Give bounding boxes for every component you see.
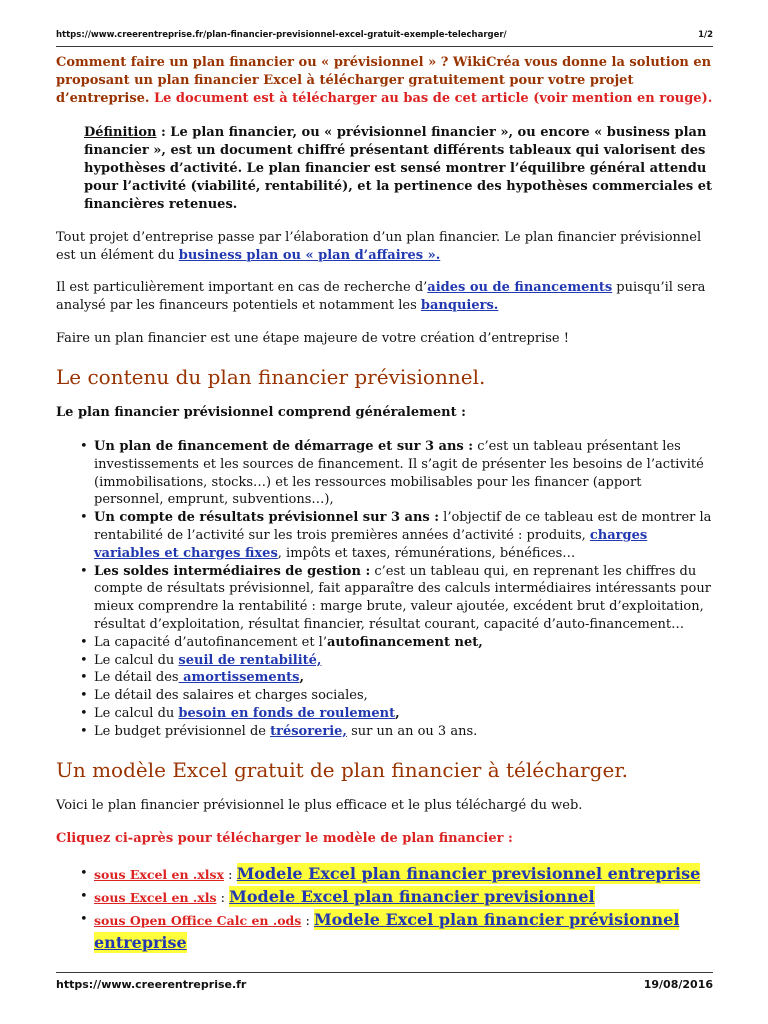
list-item [94, 705, 714, 723]
footer-date: 19/08/2016 [643, 978, 713, 991]
list-item [94, 723, 714, 741]
download-item [94, 862, 740, 885]
item-text: l’objectif de ce tableau est de montrer la rentabilité de l’activité sur les trois premières années d’activité : produits, [94, 510, 712, 543]
item-title: Un compte de résultats prévisionnel sur 3 ans : [94, 510, 440, 526]
separator: : [216, 891, 230, 906]
list-item [94, 634, 714, 652]
item-text: La capacité d’autofinancement et l’ [94, 634, 327, 650]
item-bold-text: autofinancement net, [326, 634, 483, 650]
download-item [94, 885, 740, 908]
list-item [94, 438, 714, 509]
download-link-xlsx[interactable]: Modele Excel plan financier previsionnel entreprise [236, 864, 701, 883]
paragraph-financing [56, 279, 714, 315]
item-text: Le calcul du [94, 705, 179, 721]
variable-fixed-costs-link[interactable]: charges variables et charges fixes [94, 527, 648, 561]
format-link-xls[interactable]: sous Excel en .xls [94, 890, 217, 905]
page-header [56, 29, 713, 41]
item-text: c’est un tableau qui, en reprenant les chiffres du compte de résultats prévisionnel, fait apparaître des calculs intermédiaires intéressants pour mieux comprendre la rentabilité : marge brute, valeur ajoutée, excédent brut d’exploitation, résultat d’exploitation, résultat financier, résultat courant, capacité d’auto-financement… [94, 563, 711, 632]
paragraph-business-plan [56, 229, 714, 265]
definition-block [84, 124, 714, 214]
format-link-xlsx[interactable]: sous Excel en .xlsx [94, 867, 224, 882]
format-link-ods[interactable]: sous Open Office Calc en .ods [94, 913, 302, 928]
contents-list [94, 438, 714, 741]
item-text: , impôts et taxes, rémunérations, bénéfices… [277, 545, 576, 561]
footer-divider [56, 972, 713, 973]
download-text: Voici le plan financier prévisionnel le plus efficace et le plus téléchargé du web. [56, 798, 583, 813]
download-item [94, 908, 740, 954]
paragraph-importance [56, 330, 714, 348]
working-capital-link[interactable]: besoin en fonds de roulement [178, 705, 396, 721]
separator: : [301, 914, 314, 929]
depreciation-link[interactable]: amortissements [178, 670, 300, 686]
paragraph-text: Tout projet d’entreprise passe par l’élaboration d’un plan financier. Le plan financier prévisionnel est un élément du [56, 230, 702, 263]
header-url: https://www.creerentreprise.fr/plan-financier-previsionnel-excel-gratuit-exemple-telecharger/ [56, 30, 507, 40]
business-plan-link[interactable]: business plan ou « plan d’affaires ». [178, 248, 441, 263]
separator: : [223, 868, 237, 883]
item-title: Un plan de financement de démarrage et sur 3 ans : [94, 439, 474, 454]
definition-text: : Le plan financier, ou « prévisionnel financier », ou encore « business plan financier », est un document chiffré présentant différents tableaux qui valorisent des hypothèses d’activité. Le plan financier est sensé montrer l’équilibre général attendu pour l’activité (viabilité, rentabilité), et la pertinence des hypothèses commerciales et financières retenues. [84, 125, 712, 212]
financing-aid-link[interactable]: aides ou de financements [427, 280, 613, 295]
list-item [94, 509, 714, 562]
definition-label: Définition [84, 125, 157, 140]
page-number: 1/2 [698, 30, 713, 40]
download-heading: Un modèle Excel gratuit de plan financier à télécharger. [56, 758, 629, 782]
list-item [94, 563, 714, 634]
download-call-to-action: Cliquez ci-après pour télécharger le modèle de plan financier : [56, 831, 513, 846]
item-bold-text: , [395, 705, 400, 721]
paragraph-text: Faire un plan financier est une étape majeure de votre création d’entreprise ! [56, 331, 569, 346]
paragraph-text: puisqu’il sera analysé par les financeurs potentiels et notamment les [56, 280, 706, 313]
item-text: Le calcul du [94, 652, 179, 668]
break-even-link[interactable]: seuil de rentabilité, [178, 652, 322, 668]
header-divider [56, 46, 713, 47]
paragraph-text: Il est particulièrement important en cas de recherche d’ [56, 280, 428, 295]
item-bold-text: , [299, 670, 305, 686]
intro-paragraph [56, 54, 714, 108]
item-text: Le budget prévisionnel de [94, 723, 271, 739]
contents-heading: Le contenu du plan financier prévisionnel. [56, 365, 486, 389]
download-link-ods[interactable]: Modele Excel plan financier prévisionnel entreprise [94, 910, 680, 952]
intro-download-notice: Le document est à télécharger au bas de cet article (voir mention en rouge). [149, 91, 713, 106]
item-text: Le détail des [94, 670, 179, 686]
download-link-xls[interactable]: Modele Excel plan financier previsionnel [229, 887, 595, 906]
item-text: c’est un tableau présentant les investissements et les sources de financement. Il s’agit de présenter les besoins de l’activité (immobilisations, stocks…) et les ressources mobilisables pour les financer (apport personnel, emprunt, subventions…), [94, 439, 704, 508]
item-text: Le détail des salaires et charges sociales, [94, 688, 368, 704]
contents-lead: Le plan financier prévisionnel comprend généralement : [56, 405, 466, 420]
download-list [94, 862, 740, 954]
cash-flow-link[interactable]: trésorerie, [270, 723, 347, 739]
intro-text: Comment faire un plan financier ou « prévisionnel » ? WikiCréa vous donne la solution en proposant un plan financier Excel à télécharger gratuitement pour votre projet d’entreprise. [56, 55, 712, 106]
page-footer [56, 978, 713, 991]
list-item [94, 652, 714, 670]
footer-site-url: https://www.creerentreprise.fr [56, 978, 247, 991]
item-text: sur un an ou 3 ans. [346, 723, 478, 739]
list-item [94, 687, 714, 705]
list-item [94, 669, 714, 687]
bankers-link[interactable]: banquiers. [420, 298, 499, 313]
item-title: Les soldes intermédiaires de gestion : [94, 563, 371, 579]
